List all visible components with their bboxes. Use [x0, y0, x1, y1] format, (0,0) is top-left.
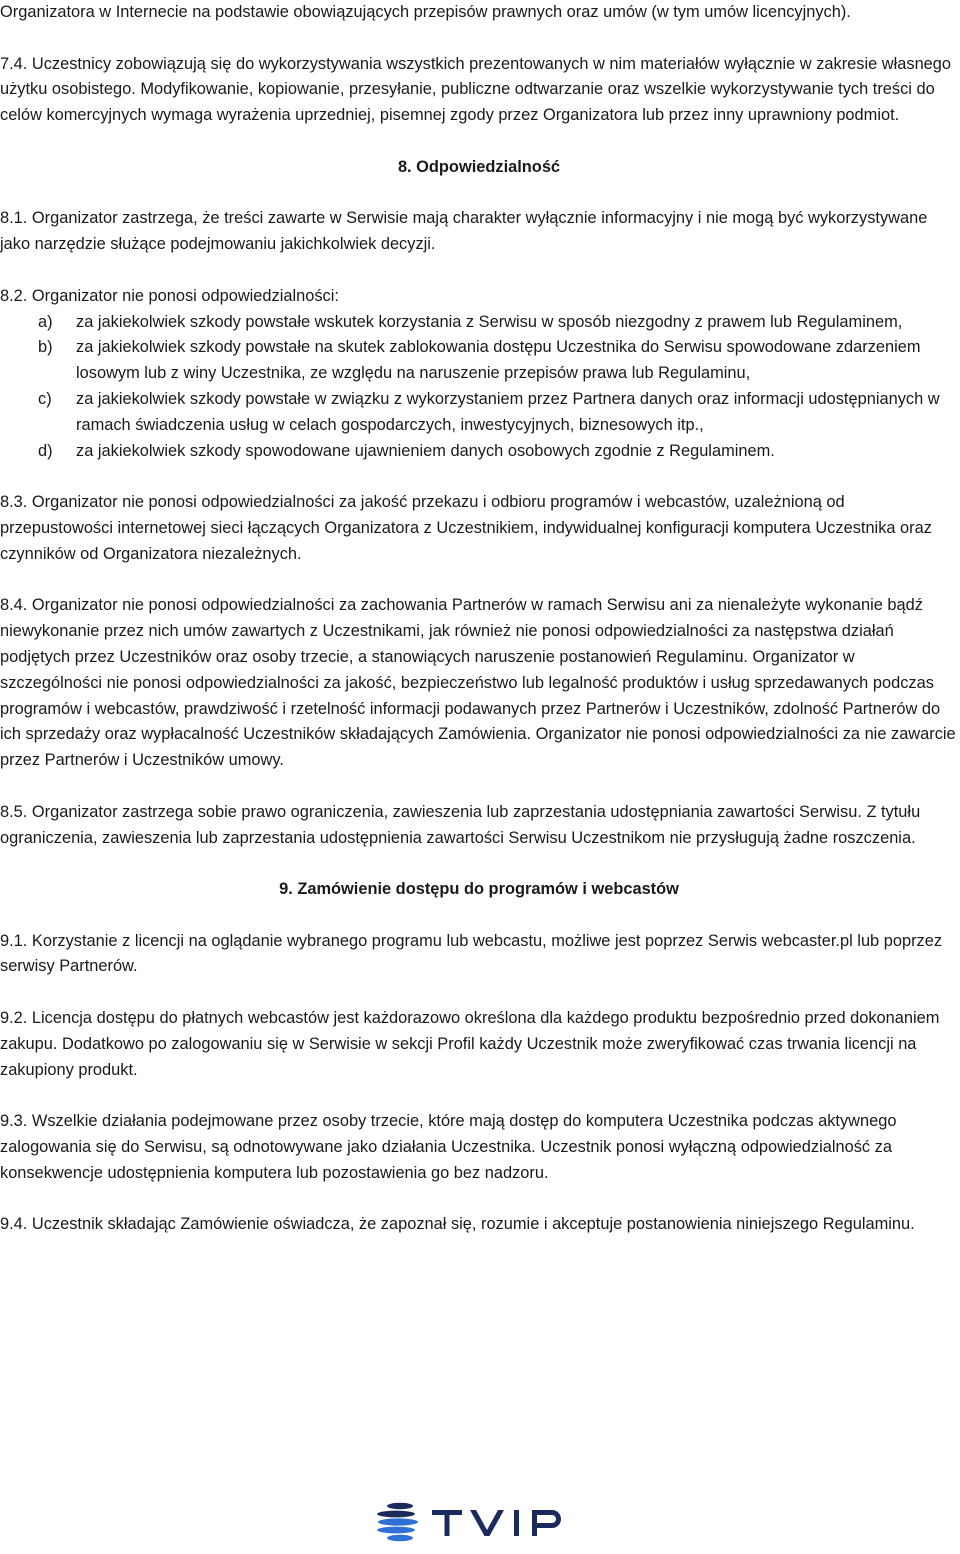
list-marker: b)	[38, 338, 53, 357]
paragraph-8-1: 8.1. Organizator zastrzega, że treści zawarte w Serwisie mają charakter wyłącznie informacyjny i nie mogą być wykorzystywane jako narzędzie służące podejmowaniu jakichkolwiek decyzji.	[0, 209, 928, 254]
paragraph-9-1: 9.1. Korzystanie z licencji na oglądanie wybranego programu lub webcastu, możliwe jest poprzez Serwis webcaster.pl lub poprzez serwisy Partnerów.	[0, 931, 943, 976]
paragraph-8-4: 8.4. Organizator nie ponosi odpowiedzialności za zachowania Partnerów w ramach Serwisu ani za nienależyte wykonanie bądź niewykonanie przez nich umów zawartych z Uczestnikami, jak również nie ponosi odpowiedzialności za następstwa działań podjętych przez Uczestników oraz osoby trzecie, a stanowiących naruszenie postanowień Regulaminu. Organizator w szczególności nie ponosi odpowiedzialności za jakość, bezpieczeństwo lub legalność produktów i usług sprzedawanych podczas programów i webcastów, prawdziwość i rzetelność informacji podawanych przez Partnerów i Uczestników, zdolność Partnerów do ich sprzedaży oraz wypłacalność Uczestników składających Zamówienia. Organizator nie ponosi odpowiedzialności za nie zawarcie przez Partnerów i Uczestników umowy.	[0, 596, 956, 770]
section-heading-8: 8. Odpowiedzialność	[397, 157, 561, 176]
paragraph-9-2: 9.2. Licencja dostępu do płatnych webcastów jest każdorazowo określona dla każdego produktu bezpośrednio przed dokonaniem zakupu. Dodatkowo po zalogowaniu się w Serwisie w sekcji Profil każdy Uczestnik może zweryfikować czas trwania licencji na zakupiony produkt.	[0, 1009, 940, 1079]
list-marker: d)	[38, 441, 53, 460]
globe-mark	[377, 1503, 418, 1541]
list-item	[0, 335, 958, 387]
paragraph-9-3: 9.3. Wszelkie działania podejmowane przez osoby trzecie, które mają dostęp do komputera Uczestnika podczas aktywnego zalogowania się do Serwisu, są odnotowywane jako działania Uczestnika. Uczestnik ponosi wyłączną odpowiedzialność za konsekwencje udostępnienia komputera lub pozostawienia go bez nadzoru.	[0, 1112, 897, 1182]
list-item	[0, 387, 958, 439]
page-footer	[0, 1490, 960, 1550]
paragraph-8-2-intro: 8.2. Organizator nie ponosi odpowiedzialności:	[0, 286, 339, 305]
logo-letters	[432, 1510, 561, 1536]
paragraph-8-5: 8.5. Organizator zastrzega sobie prawo ograniczenia, zawieszenia lub zaprzestania udostępniania zawartości Serwisu. Z tytułu ograniczenia, zawieszenia lub zaprzestania udostępnienia zawartości Serwisu Uczestnikom nie przysługują żadne roszczenia.	[0, 802, 921, 847]
paragraph-9-4: 9.4. Uczestnik składając Zamówienie oświadcza, że zapoznał się, rozumie i akceptuje postanowienia niniejszego Regulaminu.	[0, 1215, 915, 1234]
list-marker: a)	[38, 312, 53, 331]
liability-list	[0, 310, 958, 465]
tvip-globe-logo-icon	[374, 1496, 588, 1548]
list-item	[0, 439, 958, 465]
list-item-text: za jakiekolwiek szkody powstałe w związku z wykorzystaniem przez Partnera danych oraz informacji udostępnianych w ramach świadczenia usług w celach gospodarczych, inwestycyjnych, biznesowych itp.,	[76, 389, 940, 434]
section-heading-9: 9. Zamówienie dostępu do programów i webcastów	[279, 880, 679, 899]
list-item-text: za jakiekolwiek szkody powstałe na skutek zablokowania dostępu Uczestnika do Serwisu spowodowane zdarzeniem losowym lub z winy Uczestnika, ze względu na naruszenie przepisów prawa lub Regulaminu,	[76, 338, 921, 383]
paragraph-7-4: 7.4. Uczestnicy zobowiązują się do wykorzystywania wszystkich prezentowanych w nim materiałów wyłącznie w zakresie własnego użytku osobistego. Modyfikowanie, kopiowanie, przesyłanie, publiczne odtwarzanie oraz wszelkie wykorzystywanie tych treści do celów komercyjnych wymaga wyrażenia uprzedniej, pisemnej zgody przez Organizatora lub przez inny uprawniony podmiot.	[0, 54, 952, 125]
paragraph-top: Organizatora w Internecie na podstawie obowiązujących przepisów prawnych oraz umów (w tym umów licencyjnych).	[0, 3, 851, 21]
list-item	[0, 310, 958, 336]
paragraph-8-3: 8.3. Organizator nie ponosi odpowiedzialności za jakość przekazu i odbioru programów i webcastów, uzależnioną od przepustowości internetowej sieci łączących Organizatora z Uczestnikiem, indywidualnej konfiguracji komputera Uczestnika oraz czynników od Organizatora niezależnych.	[0, 493, 932, 563]
list-item-text: za jakiekolwiek szkody spowodowane ujawnieniem danych osobowych zgodnie z Regulaminem.	[76, 441, 775, 460]
list-marker: c)	[38, 389, 52, 408]
list-item-text: za jakiekolwiek szkody powstałe wskutek korzystania z Serwisu w sposób niezgodny z prawem lub Regulaminem,	[76, 312, 903, 331]
